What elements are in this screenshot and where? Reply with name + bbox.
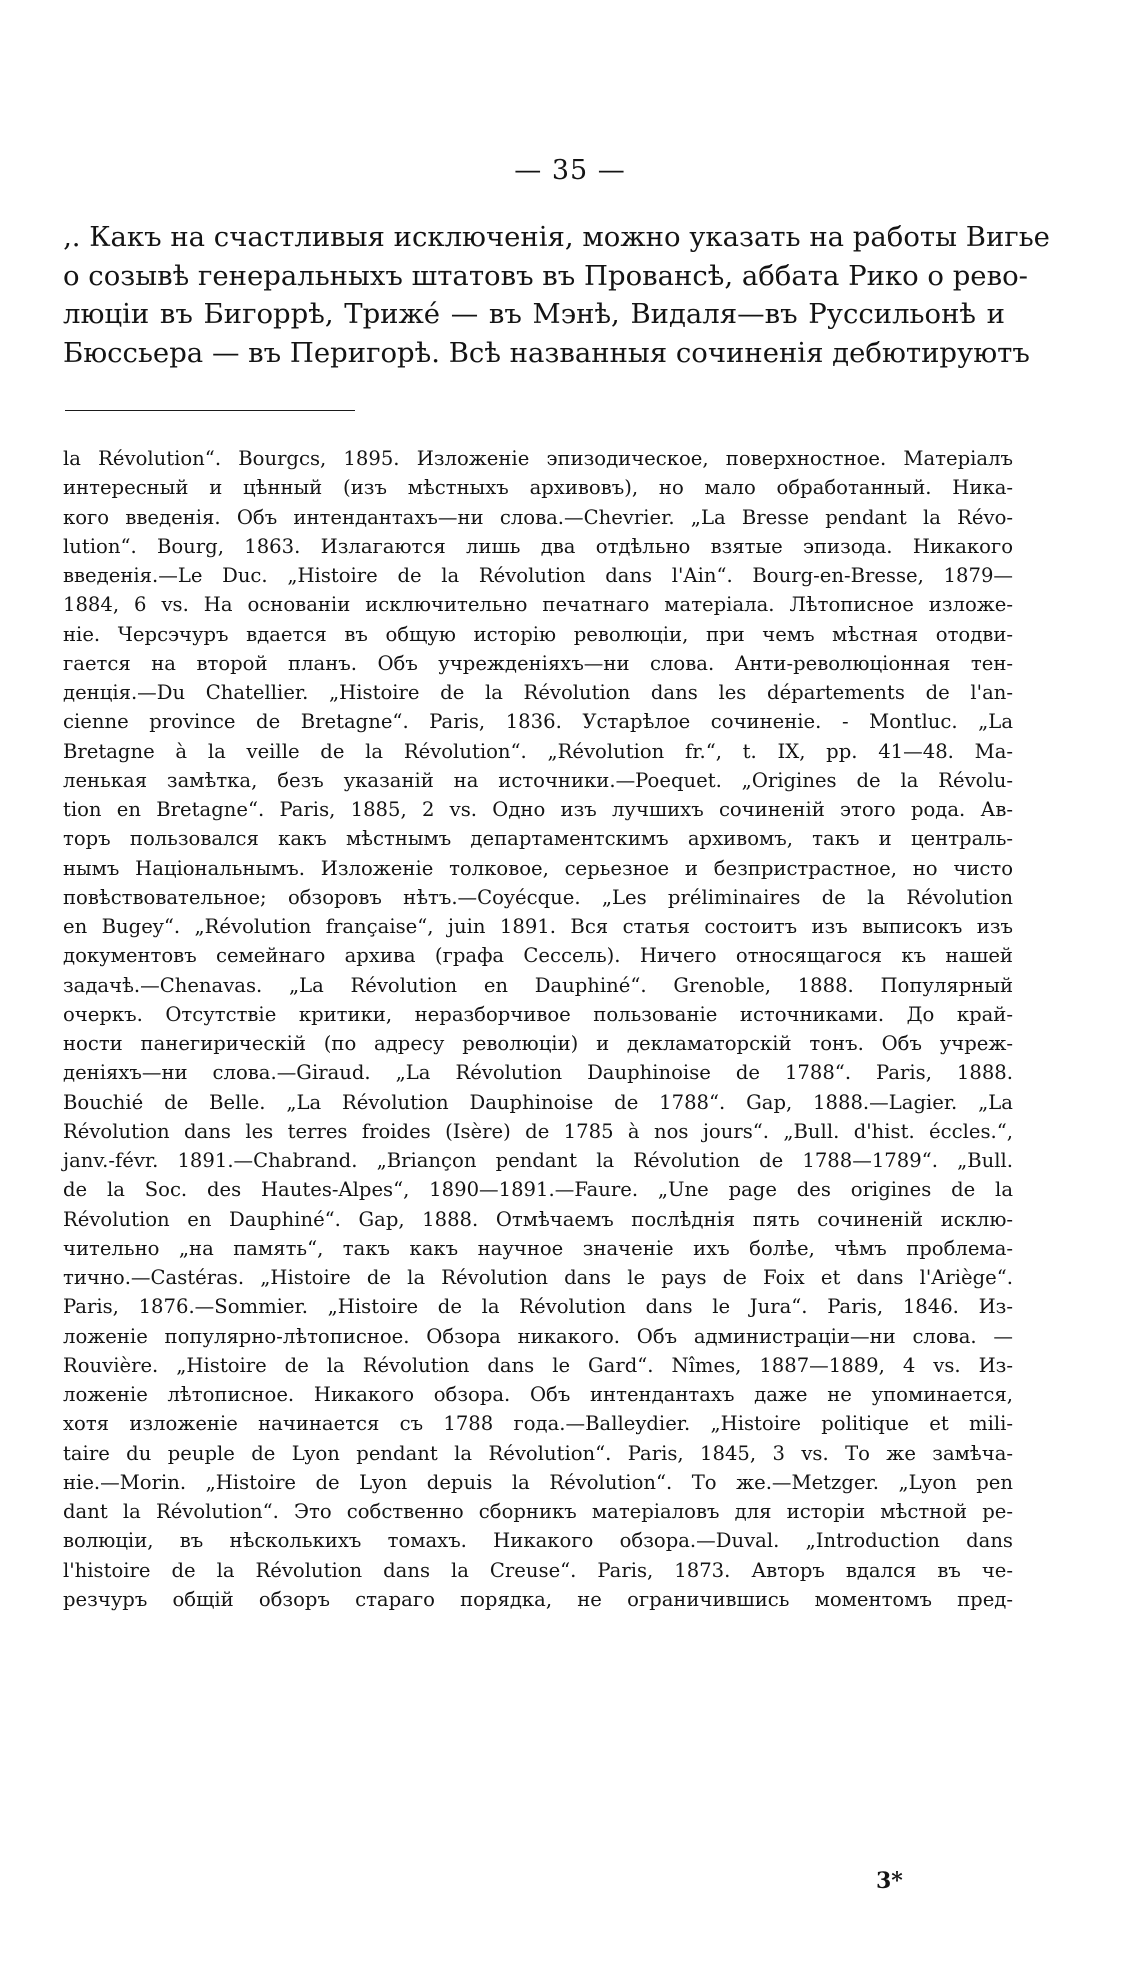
main-text-paragraph bbox=[63, 218, 1050, 372]
footnote-line: Révolution en Dauphiné“. Gap, 1888. Отмѣчаемъ послѣднія пять сочиненій исклю- bbox=[63, 1207, 1013, 1231]
footnote-line: гается на второй планъ. Объ учрежденіяхъ—ни слова. Анти-революціонная тен- bbox=[63, 651, 1013, 675]
footnote-line: dant la Révolution“. Это собственно сборникъ матеріаловъ для исторіи мѣстной ре- bbox=[63, 1500, 1013, 1523]
footnote-line: введенія.—Le Duc. „Histoire de la Révolution dans l'Ain“. Bourg-en-Bresse, 1879— bbox=[63, 564, 1013, 587]
main-text-line: люціи въ Бигоррѣ, Трижé — въ Мэнѣ, Видаля—въ Руссильонѣ и bbox=[63, 298, 1005, 331]
footnote-line: резчуръ общій обзоръ стараго порядка, не ограничившись моментомъ пред- bbox=[63, 1587, 1013, 1611]
footnote-line: Bretagne à la veille de la Révolution“. „Révolution fr.“, t. IX, pp. 41—48. Ма- bbox=[63, 739, 1013, 763]
main-text-line: Бюссьера — въ Перигорѣ. Всѣ названныя сочиненія дебютируютъ bbox=[63, 336, 1030, 369]
page-number: — 35 — bbox=[514, 155, 626, 186]
footnote-line: ложеніе лѣтописное. Никакого обзора. Объ интендантахъ даже не упоминается, bbox=[63, 1383, 1013, 1406]
footnote-line: tion en Bretagne“. Paris, 1885, 2 vs. Одно изъ лучшихъ сочиненій этого рода. Ав- bbox=[63, 798, 1013, 821]
footnote-line: de la Soc. des Hautes-Alpes“, 1890—1891.—Faure. „Une page des origines de la bbox=[63, 1178, 1013, 1202]
footnote-line: торъ пользовался какъ мѣстнымъ департаментскимъ архивомъ, такъ и централь- bbox=[63, 827, 1013, 851]
footnote-line: en Bugey“. „Révolution française“, juin 1891. Вся статья состоитъ изъ выписокъ изъ bbox=[63, 915, 1013, 938]
footnote-line: чительно „на память“, такъ какъ научное значеніе ихъ болѣе, чѣмъ проблема- bbox=[63, 1236, 1013, 1260]
main-text-line: о созывѣ генеральныхъ штатовъ въ Провансѣ, аббата Рико о рево- bbox=[63, 259, 1028, 292]
printer-signature-mark: 3* bbox=[876, 1868, 903, 1894]
footnote-line: волюціи, въ нѣсколькихъ томахъ. Никакого обзора.—Duval. „Introduction dans bbox=[63, 1529, 1013, 1553]
footnote-line: ніе.—Morin. „Histoire de Lyon depuis la Révolution“. То же.—Metzger. „Lyon pen bbox=[63, 1470, 1013, 1494]
footnote-line: очеркъ. Отсутствіе критики, неразборчивое пользованіе источниками. До край- bbox=[63, 1002, 1013, 1026]
footnote-line: ложеніе популярно-лѣтописное. Обзора никакого. Объ администраціи—ни слова. — bbox=[63, 1324, 1013, 1348]
footnote-line: деніяхъ—ни слова.—Giraud. „La Révolution Dauphinoise de 1788“. Paris, 1888. bbox=[63, 1061, 1013, 1085]
footnote-line: ности панегирическій (по адресу революціи) и декламаторскій тонъ. Объ учреж- bbox=[63, 1032, 1013, 1055]
footnote-divider bbox=[65, 410, 355, 411]
footnote-line: 1884, 6 vs. На основаніи исключительно печатнаго матеріала. Лѣтописное изложе- bbox=[63, 593, 1013, 617]
footnote-line: taire du peuple de Lyon pendant la Révolution“. Paris, 1845, 3 vs. То же замѣча- bbox=[63, 1441, 1013, 1465]
footnote-line: нымъ Національнымъ. Изложеніе толковое, серьезное и безпристрастное, но чисто bbox=[63, 856, 1013, 880]
main-text-line: ‚. Какъ на счастливыя исключенія, можно указать на работы Вигье bbox=[63, 221, 1050, 253]
footnote-line: интересный и цѣнный (изъ мѣстныхъ архивовъ), но мало обработанный. Ника- bbox=[63, 476, 1013, 500]
footnote-line: Rouvière. „Histoire de la Révolution dans le Gard“. Nîmes, 1887—1889, 4 vs. Из- bbox=[63, 1353, 1013, 1377]
footnote-line: cienne province de Bretagne“. Paris, 1836. Устарѣлое сочиненіе. - Montluc. „La bbox=[63, 710, 1013, 734]
footnote-line: Paris, 1876.—Sommier. „Histoire de la Révolution dans le Jura“. Paris, 1846. Из- bbox=[63, 1295, 1013, 1319]
footnote-line: Révolution dans les terres froides (Isère) de 1785 à nos jours“. „Bull. d'hist. éccles.“, bbox=[63, 1119, 1013, 1143]
footnote-line: lution“. Bourg, 1863. Излагаются лишь два отдѣльно взятые эпизода. Никакого bbox=[63, 534, 1013, 558]
footnote-line: документовъ семейнаго архива (графа Сессель). Ничего относящагося къ нашей bbox=[63, 944, 1013, 968]
footnote-line: la Révolution“. Bourgcs, 1895. Изложеніе эпизодическое, поверхностное. Матеріалъ bbox=[63, 447, 1013, 470]
footnote-line: хотя изложеніе начинается съ 1788 года.—Balleydier. „Histoire politique et mili- bbox=[63, 1412, 1013, 1436]
footnote-line: janv.-févr. 1891.—Chabrand. „Briançon pendant la Révolution de 1788—1789“. „Bull. bbox=[63, 1149, 1013, 1172]
footnote-line: тично.—Castéras. „Histoire de la Révolution dans le pays de Foix et dans l'Ariège“. bbox=[63, 1266, 1013, 1289]
footnote-block bbox=[63, 444, 1013, 1614]
footnote-line: задачѣ.—Chenavas. „La Révolution en Dauphiné“. Grenoble, 1888. Популярный bbox=[63, 973, 1013, 997]
footnote-line: ніе. Черсэчуръ вдается въ общую исторію революціи, при чемъ мѣстная отодви- bbox=[63, 622, 1013, 646]
footnote-line: Bouchié de Belle. „La Révolution Dauphinoise de 1788“. Gap, 1888.—Lagier. „La bbox=[63, 1090, 1013, 1114]
footnote-line: денція.—Du Chatellier. „Histoire de la Révolution dans les départements de l'an- bbox=[63, 681, 1013, 704]
footnote-line: кого введенія. Объ интендантахъ—ни слова.—Chevrier. „La Bresse pendant la Révo- bbox=[63, 505, 1013, 529]
footnote-line: ленькая замѣтка, безъ указаній на источники.—Poequet. „Origines de la Révolu- bbox=[63, 768, 1013, 792]
footnote-line: l'histoire de la Révolution dans la Creuse“. Paris, 1873. Авторъ вдался въ че- bbox=[63, 1558, 1013, 1582]
footnote-line: повѣствовательное; обзоровъ нѣтъ.—Coyécque. „Les préliminaires de la Révolution bbox=[63, 885, 1013, 909]
